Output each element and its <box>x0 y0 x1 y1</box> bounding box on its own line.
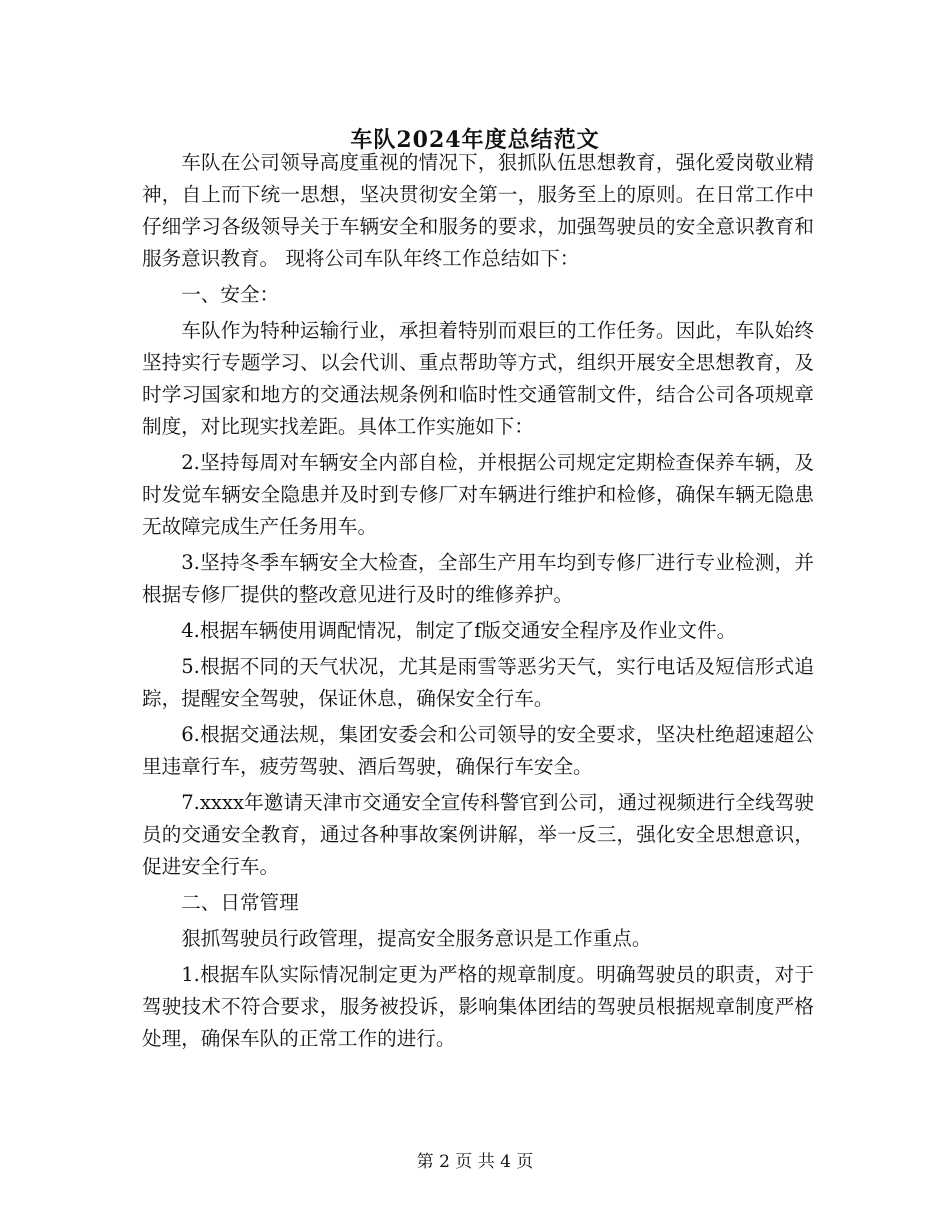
management-overview-paragraph: 狠抓驾驶员行政管理，提高安全服务意识是工作重点。 <box>181 927 652 950</box>
document-title: 车队2024年度总结范文 <box>350 126 600 153</box>
document-body <box>142 147 814 1055</box>
list-item-2: 2.坚持每周对车辆安全内部自检，并根据公司规定定期检查保养车辆，及时发觉车辆安全隐患并及时到专修厂对车辆进行维护和检修，确保车辆无隐患无故障完成生产任务用车。 <box>142 451 814 538</box>
section-heading-safety: 一、安全： <box>181 283 280 306</box>
list-item-7: 7.xxxx年邀请天津市交通安全宣传科警官到公司，通过视频进行全线驾驶员的交通安全教育，通过各种事故案例讲解，举一反三，强化安全思想意识，促进安全行车。 <box>142 791 814 878</box>
intro-paragraph: 车队在公司领导高度重视的情况下，狠抓队伍思想教育，强化爱岗敬业精神，自上而下统一思想，坚决贯彻安全第一，服务至上的原则。在日常工作中仔细学习各级领导关于车辆安全和服务的要求，加强驾驶员的安全意识教育和服务意识教育。 现将公司车队年终工作总结如下： <box>142 151 814 270</box>
section-heading-management: 二、日常管理 <box>181 891 299 914</box>
list-item-3: 3.坚持冬季车辆安全大检查，全部生产用车均到专修厂进行专业检测，并根据专修厂提供的整改意见进行及时的维修养护。 <box>142 551 814 606</box>
list-item-4: 4.根据车辆使用调配情况，制定了f版交通安全程序及作业文件。 <box>181 619 737 642</box>
page-number-footer: 第 2 页 共 4 页 <box>416 1152 534 1172</box>
list-item-5: 5.根据不同的天气状况，尤其是雨雪等恶劣天气，实行电话及短信形式追踪，提醒安全驾驶，保证休息，确保安全行车。 <box>142 655 814 710</box>
list-item-6: 6.根据交通法规，集团安委会和公司领导的安全要求，坚决杜绝超速超公里违章行车，疲劳驾驶、酒后驾驶，确保行车安全。 <box>142 723 814 778</box>
safety-overview-paragraph: 车队作为特种运输行业，承担着特别而艰巨的工作任务。因此，车队始终坚持实行专题学习、以会代训、重点帮助等方式，组织开展安全思想教育，及时学习国家和地方的交通法规条例和临时性交通管制文件，结合公司各项规章制度，对比现实找差距。具体工作实施如下： <box>142 319 814 438</box>
management-item-1: 1.根据车队实际情况制定更为严格的规章制度。明确驾驶员的职责，对于驾驶技术不符合要求，服务被投诉，影响集体团结的驾驶员根据规章制度严格处理，确保车队的正常工作的进行。 <box>142 963 814 1050</box>
